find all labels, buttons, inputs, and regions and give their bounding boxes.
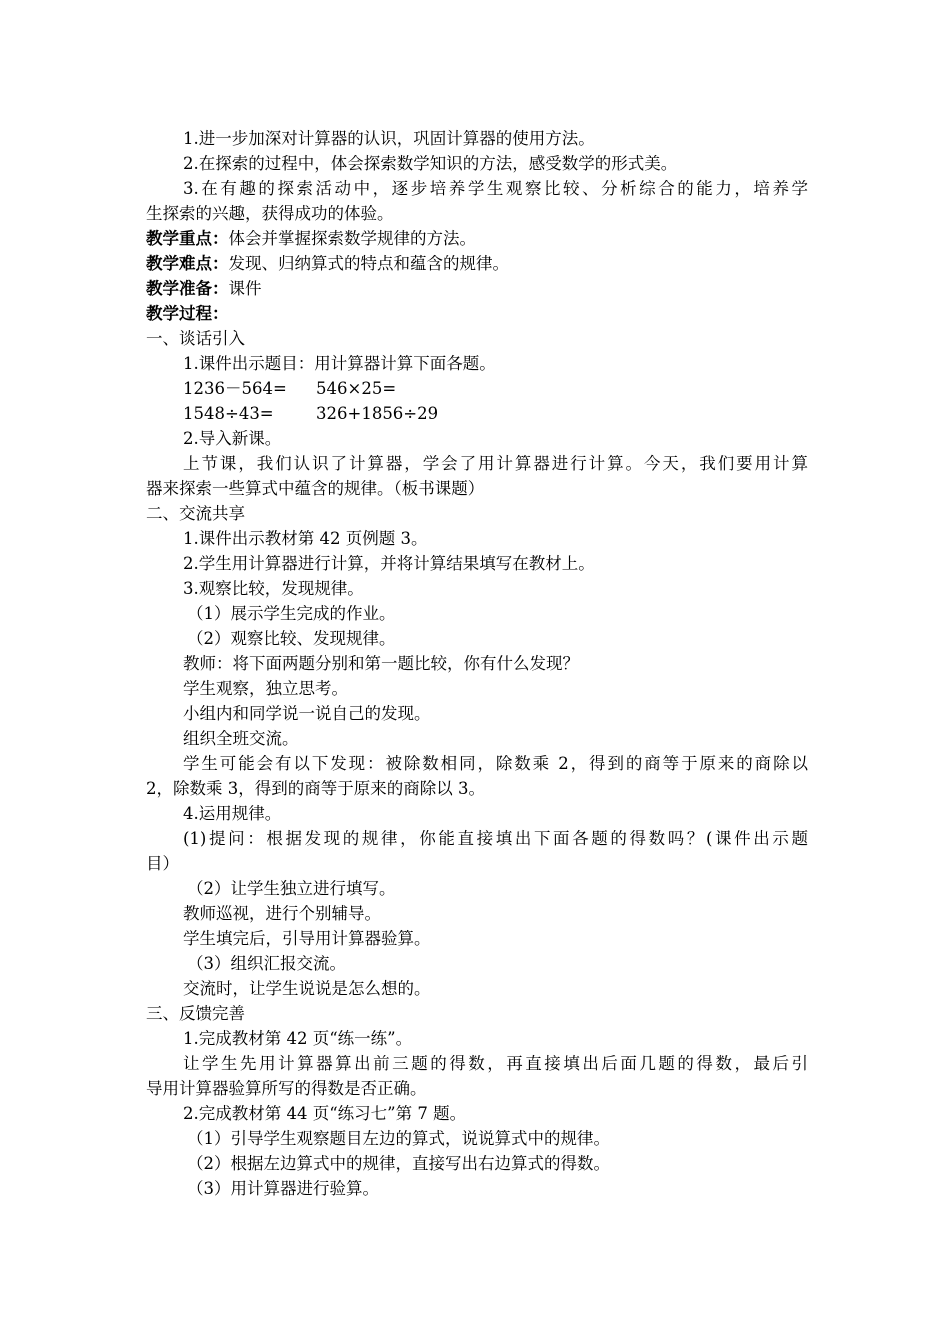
section2-ask-l1: (1)提问：根据发现的规律，你能直接填出下面各题的得数吗？(课件出示题 [183,829,808,848]
section2-more-1: （2）让学生独立进行填写。 [187,879,396,898]
difficulty-label: 教学难点： [146,254,229,273]
section2-more-3: 学生填完后，引导用计算器验算。 [183,929,431,948]
preparation-label: 教学准备： [146,279,229,298]
section1-item1: 1.课件出示题目：用计算器计算下面各题。 [183,354,496,373]
section2-more-4: （3）组织汇报交流。 [187,954,346,973]
section3-para-l1: 让学生先用计算器算出前三题的得数，再直接填出后面几题的得数，最后引 [183,1054,808,1073]
objective-3-cont: 生探索的兴趣，获得成功的体验。 [146,204,394,223]
section1-para-l2: 器来探索一些算式中蕴含的规律。（板书课题） [146,479,485,498]
difficulty [146,252,509,276]
section2-find-l1: 学生可能会有以下发现：被除数相同，除数乘 2，得到的商等于原来的商除以 [183,754,808,773]
section3-para-l2: 导用计算器验算所写的得数是否正确。 [146,1079,427,1098]
key-point [146,227,476,251]
section3-title: 三、反馈完善 [146,1004,245,1023]
section2-line-5: （2）观察比较、发现规律。 [187,629,396,648]
section2-line-7: 学生观察，独立思考。 [183,679,348,698]
preparation [146,277,262,301]
section2-line-6: 教师：将下面两题分别和第一题比较，你有什么发现？ [183,654,579,673]
difficulty-text: 发现、归纳算式的特点和蕴含的规律。 [228,254,509,273]
objective-2: 2.在探索的过程中，体会探索数学知识的方法，感受数学的形式美。 [183,154,678,173]
section2-find-l2: 2，除数乘 3，得到的商等于原来的商除以 3。 [146,779,485,798]
section2-line-9: 组织全班交流。 [183,729,299,748]
calc-4: 326+1856÷29 [316,404,439,423]
section2-line-1: 1.课件出示教材第 42 页例题 3。 [183,529,428,548]
calc-3: 1548÷43= [183,404,274,423]
section2-ask-l2: 目） [146,854,179,873]
section1-item2: 2.导入新课。 [183,429,282,448]
calc-2: 546×25= [316,379,397,398]
section2-title: 二、交流共享 [146,504,245,523]
section3-item2: 2.完成教材第 44 页“练习七”第 7 题。 [183,1104,467,1123]
process-label: 教学过程： [146,304,229,323]
key-point-label: 教学重点： [146,229,229,248]
calc-1: 1236－564= [183,379,287,398]
section1-title: 一、谈话引入 [146,329,245,348]
preparation-text: 课件 [228,279,262,298]
section3-sub-2: （2）根据左边算式中的规律，直接写出右边算式的得数。 [187,1154,610,1173]
section3-item1: 1.完成教材第 42 页“练一练”。 [183,1029,413,1048]
section2-more-5: 交流时，让学生说说是怎么想的。 [183,979,431,998]
objective-3: 3.在有趣的探索活动中，逐步培养学生观察比较、分析综合的能力，培养学 [183,179,808,198]
section2-item4: 4.运用规律。 [183,804,282,823]
section1-para-l1: 上节课，我们认识了计算器，学会了用计算器进行计算。今天，我们要用计算 [183,454,808,473]
section3-sub-1: （1）引导学生观察题目左边的算式，说说算式中的规律。 [187,1129,610,1148]
section2-line-2: 2.学生用计算器进行计算，并将计算结果填写在教材上。 [183,554,595,573]
section2-line-8: 小组内和同学说一说自己的发现。 [183,704,431,723]
section2-more-2: 教师巡视，进行个别辅导。 [183,904,381,923]
section3-sub-3: （3）用计算器进行验算。 [187,1179,379,1198]
key-point-text: 体会并掌握探索数学规律的方法。 [228,229,476,248]
section2-line-4: （1）展示学生完成的作业。 [187,604,396,623]
section2-line-3: 3.观察比较，发现规律。 [183,579,364,598]
objective-1: 1.进一步加深对计算器的认识，巩固计算器的使用方法。 [183,129,595,148]
